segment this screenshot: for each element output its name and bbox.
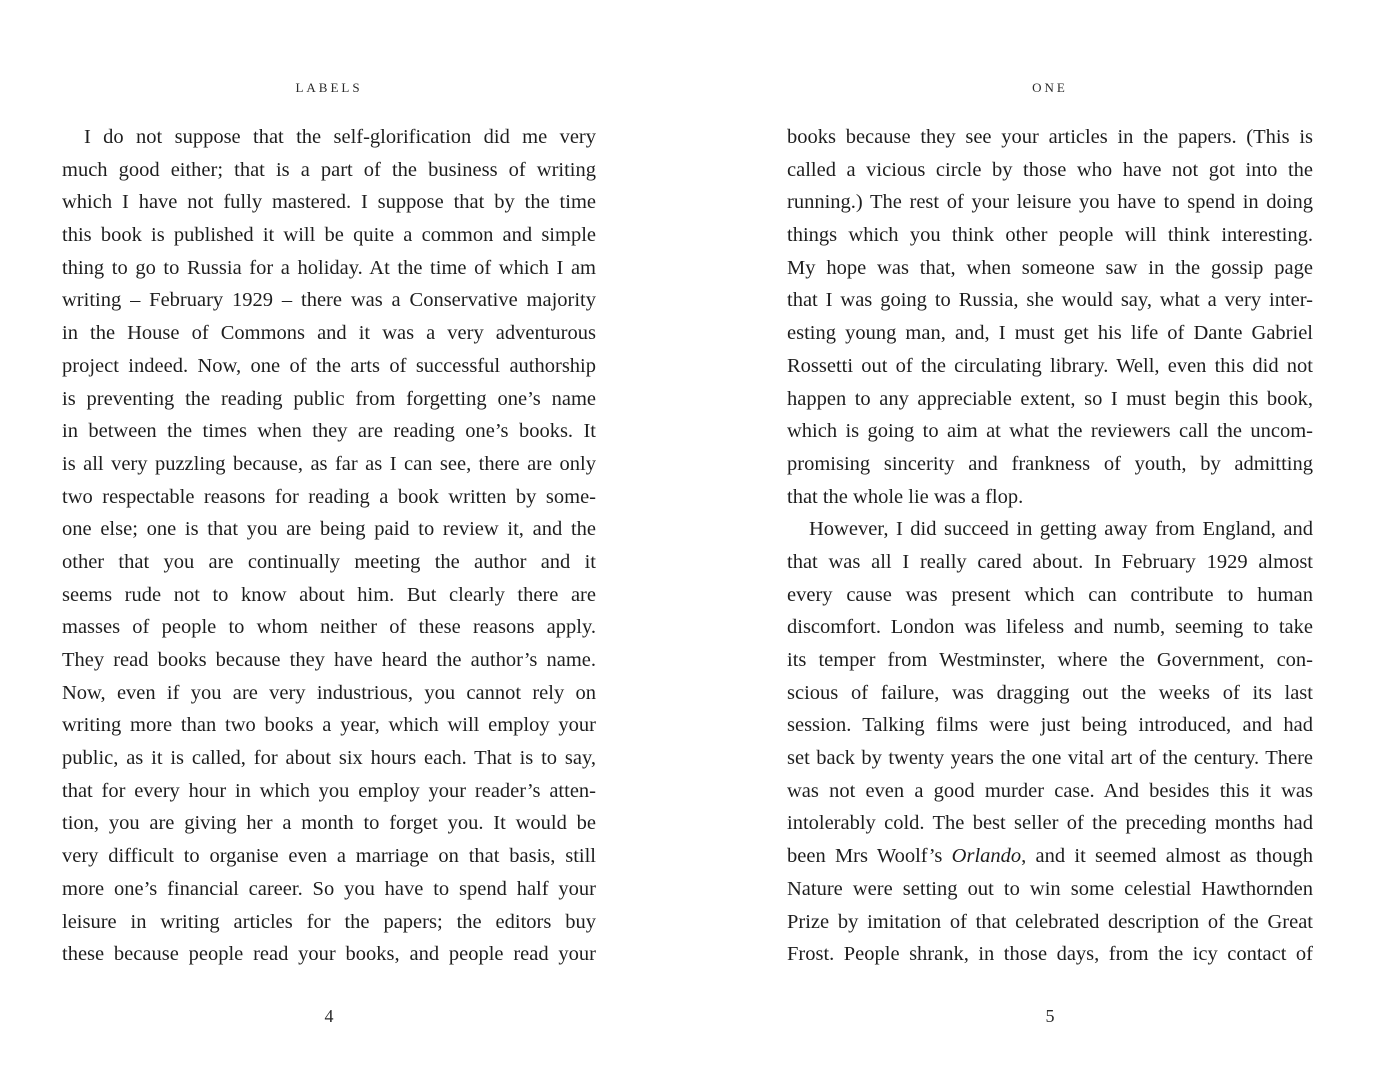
text-line: that I was going to Russia, she would say, what a very inter- (787, 289, 1313, 312)
body-text (787, 121, 1313, 971)
text-line: called a vicious circle by those who have not got into the (787, 158, 1313, 181)
running-head: ONE (1032, 80, 1068, 95)
text-line: Rossetti out of the circulating library. Well, even this did not (787, 354, 1313, 377)
text-line: books because they see your articles in the papers. (This is (787, 126, 1313, 148)
text-line: is all very puzzling because, as far as I can see, there are only (62, 452, 596, 475)
text-line: thing to go to Russia for a holiday. At the time of which I am (62, 256, 596, 279)
text-line: one else; one is that you are being paid to review it, and the (62, 518, 596, 541)
text-line: happen to any appreciable extent, so I must begin this book, (787, 387, 1313, 410)
text-line: that the whole lie was a flop. (787, 485, 1024, 508)
text-line: two respectable reasons for reading a book written by some- (62, 485, 596, 508)
text-line: Prize by imitation of that celebrated description of the Great (787, 910, 1313, 933)
text-line: tion, you are giving her a month to forget you. It would be (62, 812, 596, 835)
text-line: Now, even if you are very industrious, you cannot rely on (62, 681, 596, 704)
text-line: that for every hour in which you employ your reader’s atten- (62, 779, 596, 802)
right-page (787, 0, 1313, 1080)
text-line: masses of people to whom neither of these reasons apply. (62, 616, 596, 639)
text-line: every cause was present which can contribute to human (787, 583, 1313, 606)
text-line: more one’s financial career. So you have to spend half your (62, 877, 596, 900)
running-head: LABELS (295, 80, 363, 95)
text-line: other that you are continually meeting the author and it (62, 550, 596, 573)
text-line: which is going to aim at what the reviewers call the uncom- (787, 420, 1313, 443)
text-line: that was all I really cared about. In February 1929 almost (787, 550, 1313, 573)
text-line: much good either; that is a part of the business of writing (62, 158, 596, 181)
text-line: However, I did succeed in getting away from England, and (809, 518, 1313, 541)
text-line: My hope was that, when someone saw in the gossip page (787, 256, 1313, 279)
page-number: 5 (1045, 1006, 1055, 1026)
left-page (62, 0, 596, 1080)
text-line: Frost. People shrank, in those days, from the icy contact of (787, 943, 1313, 966)
text-line: session. Talking films were just being introduced, and had (787, 714, 1313, 737)
text-line-with-title (787, 840, 1313, 873)
text-segment: been Mrs Woolf’s (787, 845, 952, 868)
text-segment: , and it seemed almost as though (1021, 845, 1313, 868)
text-line: public, as it is called, for about six hours each. That is to say, (62, 747, 596, 770)
body-text (62, 121, 596, 971)
text-line: Nature were setting out to win some celestial Hawthornden (787, 877, 1313, 900)
text-line: things which you think other people will think interesting. (787, 224, 1313, 247)
text-line: in the House of Commons and it was a very adventurous (62, 322, 596, 345)
text-line: is preventing the reading public from forgetting one’s name (62, 387, 596, 410)
book-title: Orlando (951, 845, 1022, 868)
text-line: scious of failure, was dragging out the weeks of its last (787, 681, 1313, 704)
text-line: which I have not fully mastered. I suppose that by the time (62, 191, 596, 214)
text-line: promising sincerity and frankness of youth, by admitting (787, 452, 1313, 475)
text-line: this book is published it will be quite a common and simple (62, 224, 596, 247)
text-line: writing – February 1929 – there was a Conservative majority (62, 289, 596, 312)
text-line: They read books because they have heard the author’s name. (62, 649, 596, 671)
text-line: esting young man, and, I must get his life of Dante Gabriel (787, 322, 1313, 345)
text-line: running.) The rest of your leisure you have to spend in doing (787, 191, 1313, 214)
text-line: project indeed. Now, one of the arts of successful authorship (62, 354, 596, 377)
text-line: set back by twenty years the one vital art of the century. There (787, 747, 1313, 770)
text-line: leisure in writing articles for the papers; the editors buy (62, 910, 596, 933)
text-line: in between the times when they are reading one’s books. It (62, 420, 596, 443)
text-line: seems rude not to know about him. But clearly there are (62, 583, 596, 606)
page-number: 4 (324, 1006, 334, 1026)
text-line: I do not suppose that the self-glorification did me very (84, 126, 596, 148)
text-line: very difficult to organise even a marriage on that basis, still (62, 845, 596, 868)
text-line: was not even a good murder case. And besides this it was (787, 779, 1313, 802)
text-line: discomfort. London was lifeless and numb, seeming to take (787, 616, 1313, 639)
text-line: these because people read your books, and people read your (62, 943, 596, 966)
text-line: its temper from Westminster, where the Government, con- (787, 649, 1313, 671)
text-line: intolerably cold. The best seller of the preceding months had (787, 812, 1313, 835)
text-line: writing more than two books a year, which will employ your (62, 714, 596, 737)
